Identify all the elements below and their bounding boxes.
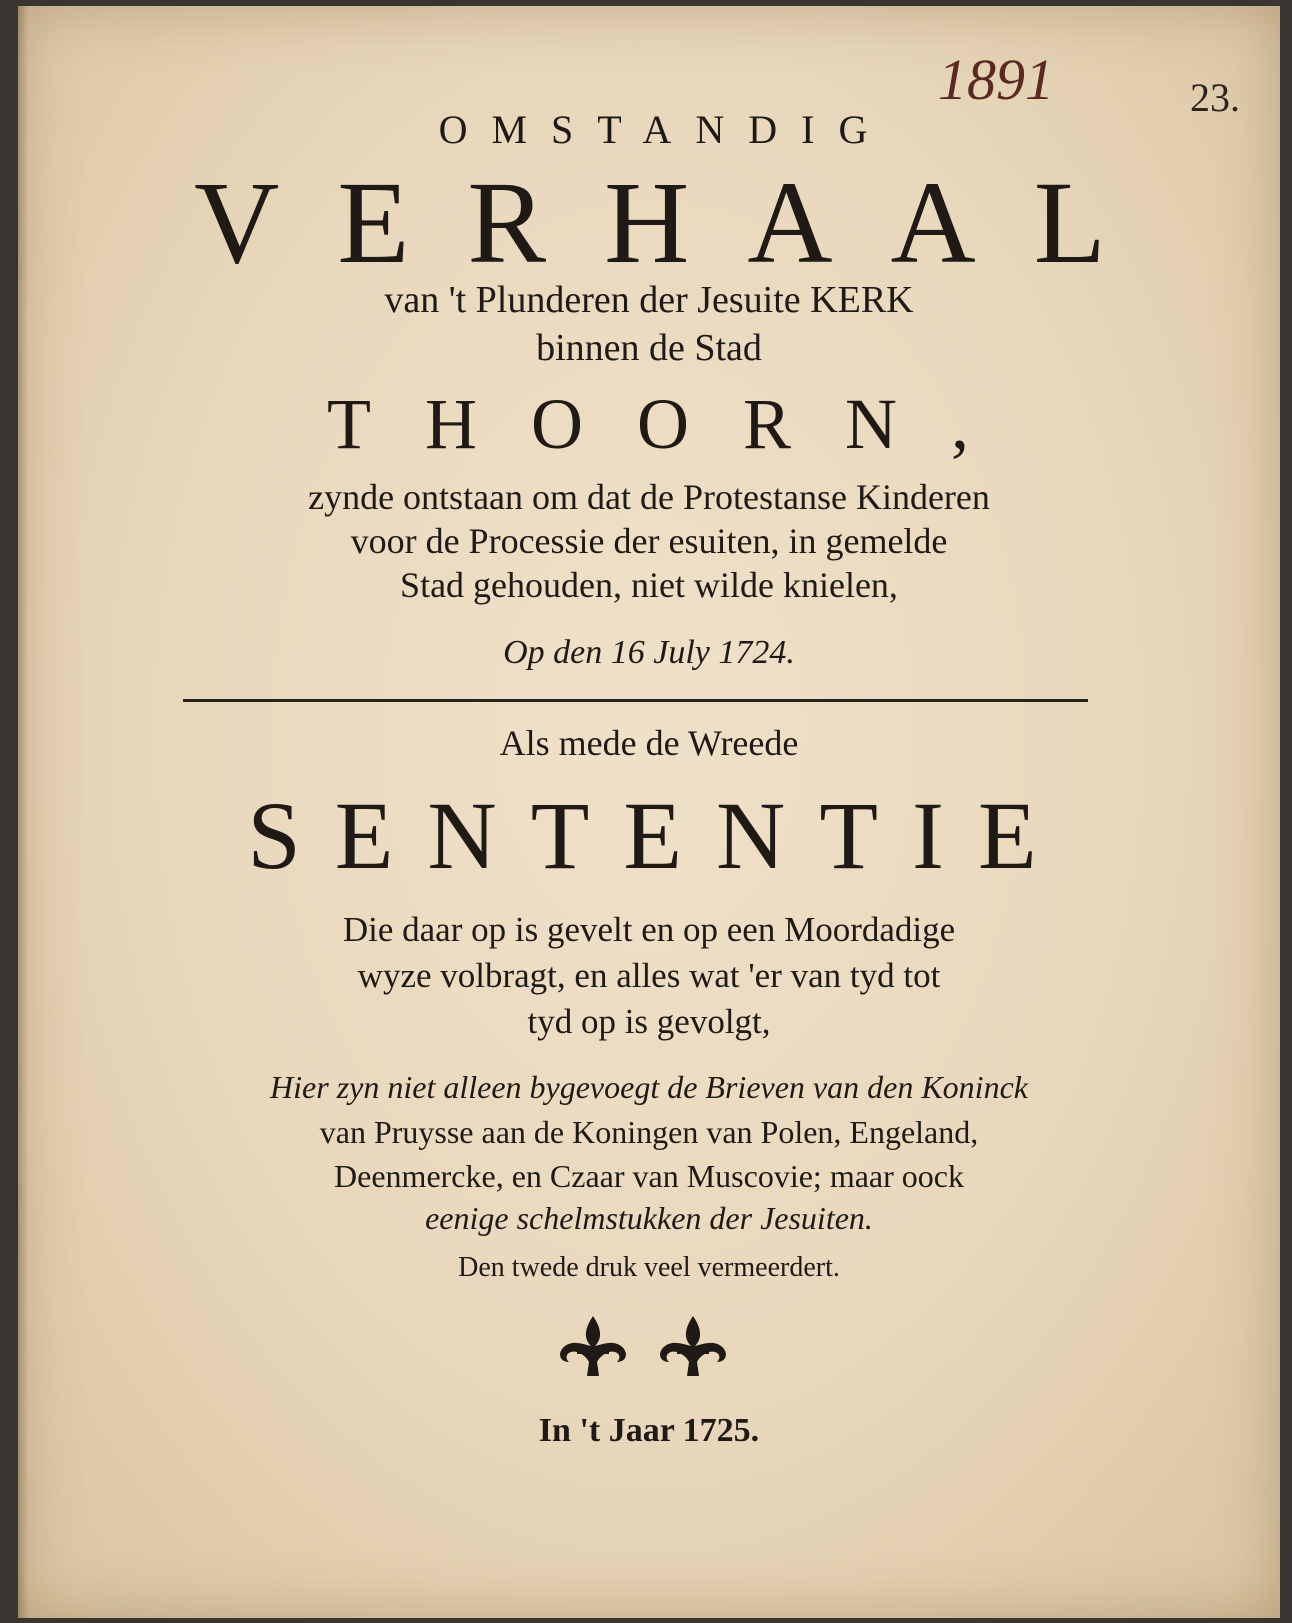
text-zynde: zynde ontstaan om dat de Protestanse Kinderen bbox=[308, 477, 990, 517]
heading-sententie: SENTENTIE bbox=[247, 782, 1071, 889]
fleur-de-lis-right-icon bbox=[660, 1316, 726, 1376]
text-stad: Stad gehouden, niet wilde knielen, bbox=[400, 565, 898, 605]
heading-omstandig: OMSTANDIG bbox=[438, 107, 892, 152]
edition-note: Den twede druk veel vermeerdert. bbox=[458, 1252, 840, 1283]
handwritten-accession-number: 1891 bbox=[938, 47, 1054, 112]
subtitle-binnen: binnen de Stad bbox=[536, 327, 762, 369]
imprint-year: In 't Jaar 1725. bbox=[538, 1412, 760, 1449]
text-eenige: eenige schelmstukken der Jesuiten. bbox=[425, 1200, 873, 1236]
event-date: Op den 16 July 1724. bbox=[503, 634, 795, 671]
fleur-de-lis-left-icon bbox=[560, 1316, 626, 1376]
text-wyze: wyze volbragt, en alles wat 'er van tyd tot bbox=[357, 956, 941, 995]
horizontal-rule bbox=[183, 699, 1088, 702]
heading-thoorn: THOORN, bbox=[327, 384, 1023, 464]
title-page bbox=[18, 6, 1280, 1618]
subtitle-plunderen: van 't Plunderen der Jesuite KERK bbox=[384, 279, 914, 321]
fleuron-ornament-icon bbox=[543, 1306, 743, 1386]
text-voor: voor de Processie der esuiten, in gemelde bbox=[350, 521, 948, 561]
text-hier: Hier zyn niet alleen bygevoegt de Brieven van den Koninck bbox=[270, 1069, 1028, 1105]
text-deenmercke: Deenmercke, en Czaar van Muscovie; maar oock bbox=[334, 1158, 964, 1194]
text-tyd: tyd op is gevolgt, bbox=[527, 1002, 771, 1041]
handwritten-folio-number: 23. bbox=[1190, 75, 1240, 120]
text-pruysse: van Pruysse aan de Koningen van Polen, Engeland, bbox=[319, 1114, 979, 1150]
text-als-mede: Als mede de Wreede bbox=[499, 723, 799, 763]
heading-verhaal: VERHAAL bbox=[194, 157, 1164, 288]
page-edge-shadow bbox=[18, 6, 28, 1618]
text-die: Die daar op is gevelt en op een Moordadige bbox=[342, 910, 956, 949]
